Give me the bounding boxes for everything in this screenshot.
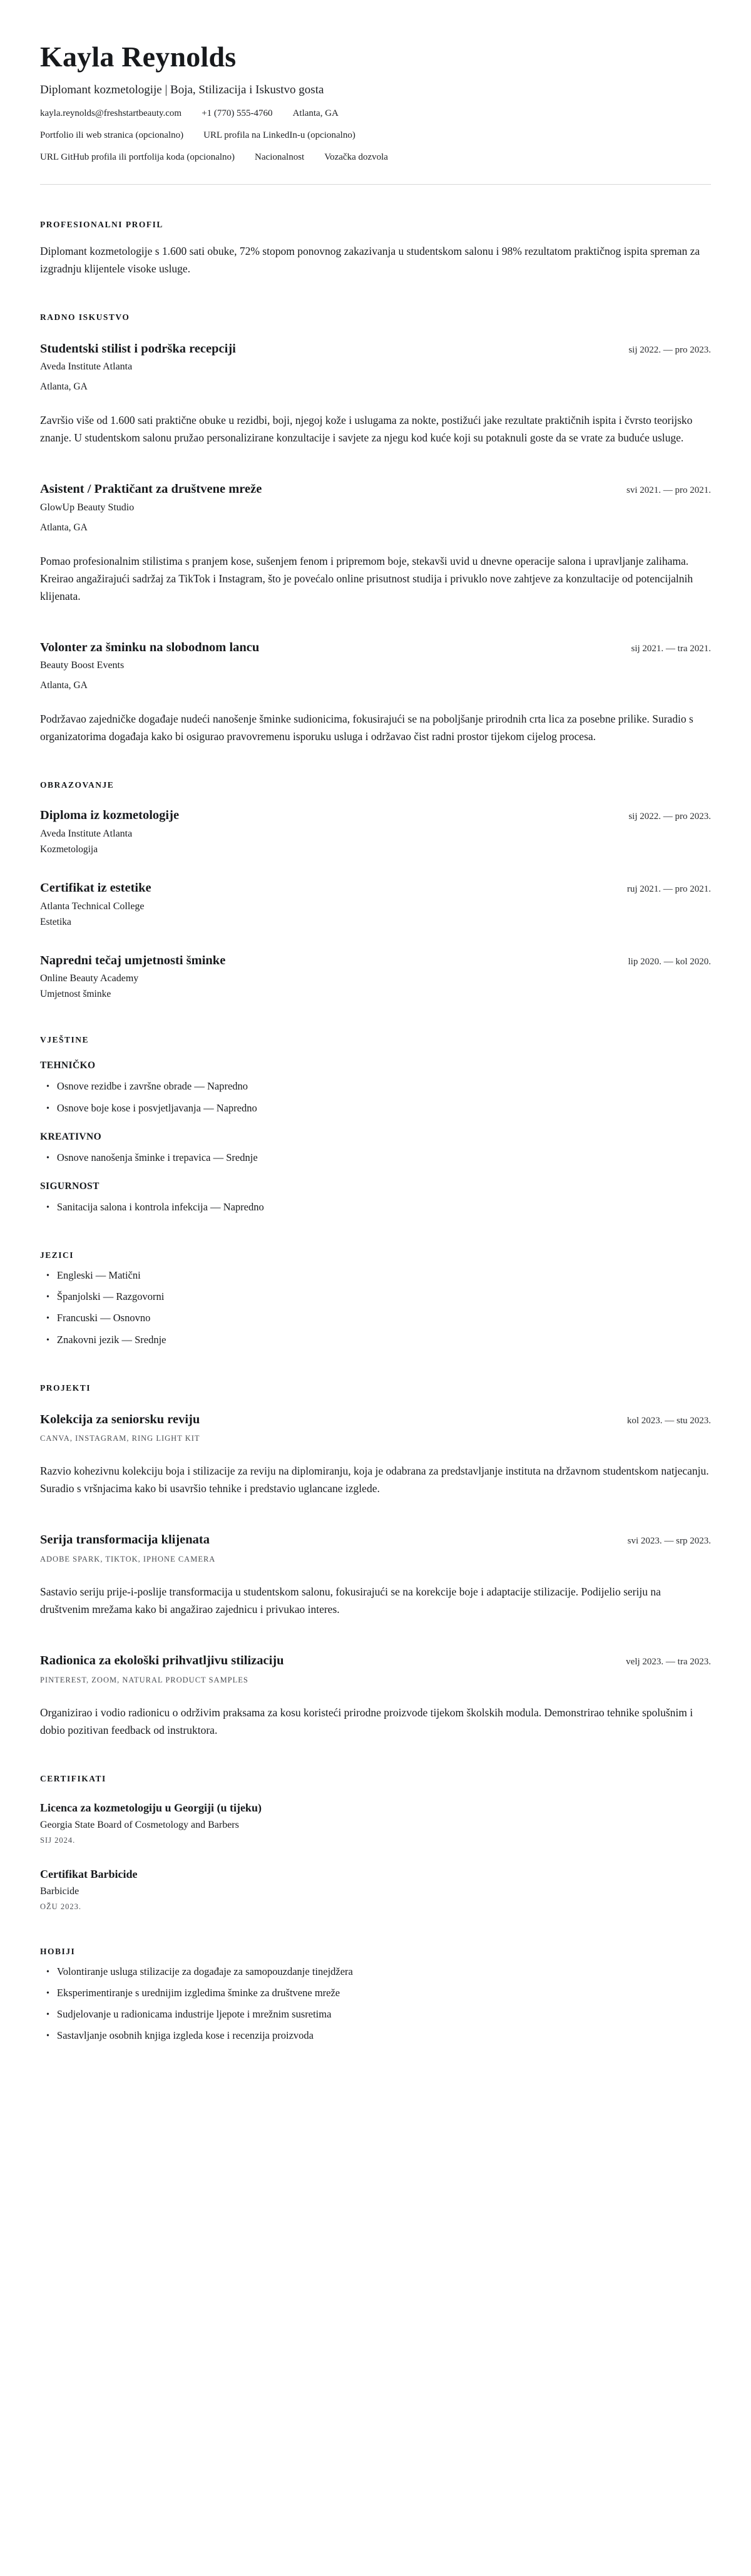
- project-entry-head: [40, 1653, 711, 1669]
- education-title: Diploma iz kozmetologije: [40, 808, 180, 823]
- education-entry-head: [40, 953, 711, 969]
- contact-phone: +1 (770) 555-4760: [202, 108, 273, 118]
- project-entry: [40, 1412, 711, 1498]
- project-description: Organizirao i vodio radionicu o održivim praksama za kosu koristeći prirodne proizvode tijekom školskih modula. Demonstrirao tehnike spolušnim i dobio pozitivan feedback od instruktora.: [40, 1706, 693, 1736]
- language-text: Španjolski — Razgovorni: [56, 1291, 165, 1303]
- job-location: Atlanta, GA: [40, 680, 88, 691]
- skill-group-list: [40, 1200, 711, 1215]
- list-item: [40, 1079, 711, 1095]
- certificate-date: OŽU 2023.: [40, 1902, 81, 1911]
- job-entry-head: [40, 640, 711, 656]
- bullet-icon: •: [46, 1335, 49, 1345]
- education-dates: lip 2020. — kol 2020.: [628, 956, 711, 967]
- education-school: Online Beauty Academy: [40, 973, 139, 984]
- education-heading: OBRAZOVANJE: [40, 780, 115, 790]
- project-tools: PINTEREST, ZOOM, NATURAL PRODUCT SAMPLES: [40, 1675, 248, 1684]
- education-entry: [40, 880, 711, 928]
- skill-group-title: KREATIVNO: [40, 1131, 102, 1142]
- project-description: Razvio kohezivnu kolekciju boja i stilizacije za reviju na diplomiranju, koja je odabrana za predstavljanje instituta na državnom studentskom natjecanju. Suradio s vršnjacima kako bi usavršio tehnike i predstavio uglancane izglede.: [40, 1465, 709, 1495]
- list-item: [40, 1150, 711, 1166]
- section-experience: [40, 312, 711, 746]
- education-school: Atlanta Technical College: [40, 900, 145, 912]
- job-company: GlowUp Beauty Studio: [40, 502, 135, 513]
- job-entry: [40, 482, 711, 605]
- job-location: Atlanta, GA: [40, 522, 88, 533]
- contact-github: URL GitHub profila ili portfolija koda (opcionalno): [40, 152, 235, 162]
- job-entry-head: [40, 341, 711, 358]
- contact-location: Atlanta, GA: [292, 108, 339, 118]
- skill-group-title: TEHNIČKO: [40, 1060, 96, 1071]
- education-entry: [40, 808, 711, 855]
- section-skills: [40, 1035, 711, 1215]
- bullet-icon: •: [46, 1988, 49, 1998]
- project-dates: svi 2023. — srp 2023.: [627, 1536, 711, 1547]
- contact-linkedin: URL profila na LinkedIn-u (opcionalno): [203, 130, 355, 140]
- profile-heading: PROFESIONALNI PROFIL: [40, 219, 163, 229]
- project-entry: [40, 1532, 711, 1618]
- hobbies-list: [40, 1964, 711, 2044]
- education-field: Kozmetologija: [40, 844, 98, 855]
- job-dates: sij 2022. — pro 2023.: [628, 344, 711, 355]
- list-item: [40, 1986, 711, 2001]
- education-entry-head: [40, 808, 711, 824]
- contact-nationality: Nacionalnost: [255, 152, 305, 162]
- education-entry-head: [40, 880, 711, 897]
- contact-portfolio: Portfolio ili web stranica (opcionalno): [40, 130, 184, 140]
- section-education: [40, 780, 711, 1000]
- hobbies-heading: HOBIJI: [40, 1946, 76, 1956]
- skill-text: Sanitacija salona i kontrola infekcija — Napredno: [56, 1200, 264, 1213]
- list-item: [40, 2028, 711, 2044]
- job-dates: svi 2021. — pro 2021.: [626, 485, 711, 496]
- skill-group-list: [40, 1150, 711, 1166]
- education-dates: sij 2022. — pro 2023.: [628, 811, 711, 822]
- education-title: Certifikat iz estetike: [40, 881, 151, 895]
- candidate-tagline: Diplomant kozmetologije | Boja, Stilizacija i Iskustvo gosta: [40, 83, 324, 96]
- certificate-date: SIJ 2024.: [40, 1835, 76, 1845]
- list-item: [40, 1200, 711, 1215]
- section-projects: [40, 1383, 711, 1739]
- contact-row-3: [40, 152, 711, 163]
- languages-heading: JEZICI: [40, 1250, 74, 1260]
- education-field: Estetika: [40, 916, 71, 927]
- skill-group-list: [40, 1079, 711, 1116]
- education-field: Umjetnost šminke: [40, 989, 111, 1000]
- project-description: Sastavio seriju prije-i-poslije transformacija u studentskom salonu, fokusirajući se na korekcije boje i adaptacije stilizacije. Podijelio seriju na društvenim mrežama kako bi angažirao zajednicu i privukao interes.: [40, 1585, 661, 1616]
- skill-text: Osnove nanošenja šminke i trepavica — Srednje: [56, 1151, 258, 1163]
- education-entry: [40, 953, 711, 1001]
- certificate-title: Licenca za kozmetologiju u Georgiji (u tijeku): [40, 1801, 262, 1814]
- hobby-text: Volontiranje usluga stilizacije za događaje za samopouzdanje tinejdžera: [56, 1965, 353, 1977]
- skill-text: Osnove boje kose i posvjetljavanja — Napredno: [56, 1101, 257, 1114]
- certificate-title: Certifikat Barbicide: [40, 1867, 138, 1880]
- project-title: Radionica za ekološki prihvatljivu stilizaciju: [40, 1654, 284, 1668]
- job-title: Volonter za šminku na slobodnom lancu: [40, 640, 260, 654]
- certificate-issuer: Barbicide: [40, 1885, 79, 1897]
- job-dates: sij 2021. — tra 2021.: [631, 643, 711, 654]
- contact-row-1: [40, 108, 711, 119]
- job-description: Završio više od 1.600 sati praktične obuke u rezidbi, boji, njegoj kože i uslugama za nokte, postižući jake rezultate praktičnih ispita i čvrsto teorijsko znanje. U studentskom salonu pružao personalizirane konzultacije i savjete za njegu kod kuće koji su potaknuli goste da se vrate za buduće usluge.: [40, 414, 693, 445]
- skill-text: Osnove rezidbe i završne obrade — Napredno: [56, 1080, 248, 1093]
- education-dates: ruj 2021. — pro 2021.: [626, 884, 711, 895]
- bullet-icon: •: [46, 1082, 49, 1092]
- list-item: [40, 1964, 711, 1980]
- contact-row-2: [40, 130, 711, 141]
- certificate-entry: [40, 1868, 711, 1912]
- languages-list: [40, 1268, 711, 1348]
- bullet-icon: •: [46, 2010, 49, 2020]
- bullet-icon: •: [46, 1153, 49, 1163]
- project-entry-head: [40, 1412, 711, 1428]
- list-item: [40, 1311, 711, 1326]
- job-title: Studentski stilist i podrška recepciji: [40, 341, 236, 356]
- list-item: [40, 1289, 711, 1305]
- section-hobbies: [40, 1947, 711, 2044]
- certificate-issuer: Georgia State Board of Cosmetology and Barbers: [40, 1819, 239, 1830]
- bullet-icon: •: [46, 1202, 49, 1212]
- section-certificates: [40, 1774, 711, 1912]
- job-company: Aveda Institute Atlanta: [40, 361, 133, 373]
- project-entry-head: [40, 1532, 711, 1548]
- skill-group-title: SIGURNOST: [40, 1180, 100, 1192]
- hobby-text: Sudjelovanje u radionicama industrije ljepote i mrežnim susretima: [56, 2008, 332, 2021]
- bullet-icon: •: [46, 1314, 49, 1324]
- job-location: Atlanta, GA: [40, 381, 88, 393]
- list-item: [40, 2007, 711, 2022]
- job-description: Podržavao zajedničke događaje nudeći nanošenje šminke sudionicima, fokusirajući se na poboljšanje prirodnih crta lica za posebne prilike. Suradio s organizatorima događaja kako bi osigurao pravovremenu isporuku usluga i održavao čist radni prostor tijekom cijelog procesa.: [40, 713, 693, 743]
- contact-driving-license: Vozačka dozvola: [324, 152, 388, 162]
- project-tools: CANVA, INSTAGRAM, RING LIGHT KIT: [40, 1434, 200, 1443]
- education-title: Napredni tečaj umjetnosti šminke: [40, 953, 226, 967]
- list-item: [40, 1332, 711, 1348]
- language-text: Engleski — Matični: [56, 1269, 141, 1282]
- list-item: [40, 1268, 711, 1284]
- list-item: [40, 1101, 711, 1116]
- hobby-text: Eksperimentiranje s urednijim izgledima šminke za društvene mreže: [56, 1986, 340, 1999]
- project-dates: velj 2023. — tra 2023.: [626, 1657, 711, 1667]
- job-entry: [40, 341, 711, 447]
- resume-header: [40, 41, 711, 163]
- profile-text: Diplomant kozmetologije s 1.600 sati obuke, 72% stopom ponovnog zakazivanja u studentskom salonu i 98% rezultatom praktičnog ispita spreman za izgradnju klijentele visoke usluge.: [40, 244, 700, 275]
- experience-heading: RADNO ISKUSTVO: [40, 312, 130, 322]
- project-title: Serija transformacija klijenata: [40, 1533, 210, 1547]
- bullet-icon: •: [46, 2031, 49, 2041]
- language-text: Francuski — Osnovno: [56, 1312, 151, 1324]
- skills-heading: VJEŠTINE: [40, 1035, 89, 1045]
- certificates-heading: CERTIFIKATI: [40, 1773, 106, 1783]
- hobby-text: Sastavljanje osobnih knjiga izgleda kose i recenzija proizvoda: [56, 2029, 314, 2042]
- job-description: Pomao profesionalnim stilistima s pranjem kose, sušenjem fenom i pripremom boje, stekavši uvid u dnevne operacije salona i upravljanje zalihama. Kreirao angažirajući sadržaj za TikTok i Instagram, što je povećalo online prisutnost studija i privuklo nove zahtjeve za konzultacije od potencijalnih klijenata.: [40, 554, 693, 602]
- candidate-name: Kayla Reynolds: [40, 41, 237, 73]
- projects-heading: PROJEKTI: [40, 1383, 91, 1393]
- project-tools: ADOBE SPARK, TIKTOK, IPHONE CAMERA: [40, 1555, 216, 1564]
- education-school: Aveda Institute Atlanta: [40, 828, 133, 840]
- language-text: Znakovni jezik — Srednje: [56, 1333, 166, 1346]
- job-title: Asistent / Praktičant za društvene mreže: [40, 482, 262, 497]
- contact-email: kayla.reynolds@freshstartbeauty.com: [40, 108, 182, 118]
- bullet-icon: •: [46, 1292, 49, 1302]
- section-languages: [40, 1250, 711, 1348]
- certificate-entry: [40, 1801, 711, 1845]
- job-company: Beauty Boost Events: [40, 660, 125, 671]
- section-profile: [40, 220, 711, 277]
- job-entry: [40, 640, 711, 746]
- header-divider: [40, 184, 711, 185]
- project-title: Kolekcija za seniorsku reviju: [40, 1412, 200, 1426]
- bullet-icon: •: [46, 1103, 49, 1113]
- bullet-icon: •: [46, 1271, 49, 1281]
- job-entry-head: [40, 482, 711, 498]
- project-dates: kol 2023. — stu 2023.: [626, 1415, 711, 1426]
- bullet-icon: •: [46, 1967, 49, 1977]
- project-entry: [40, 1653, 711, 1739]
